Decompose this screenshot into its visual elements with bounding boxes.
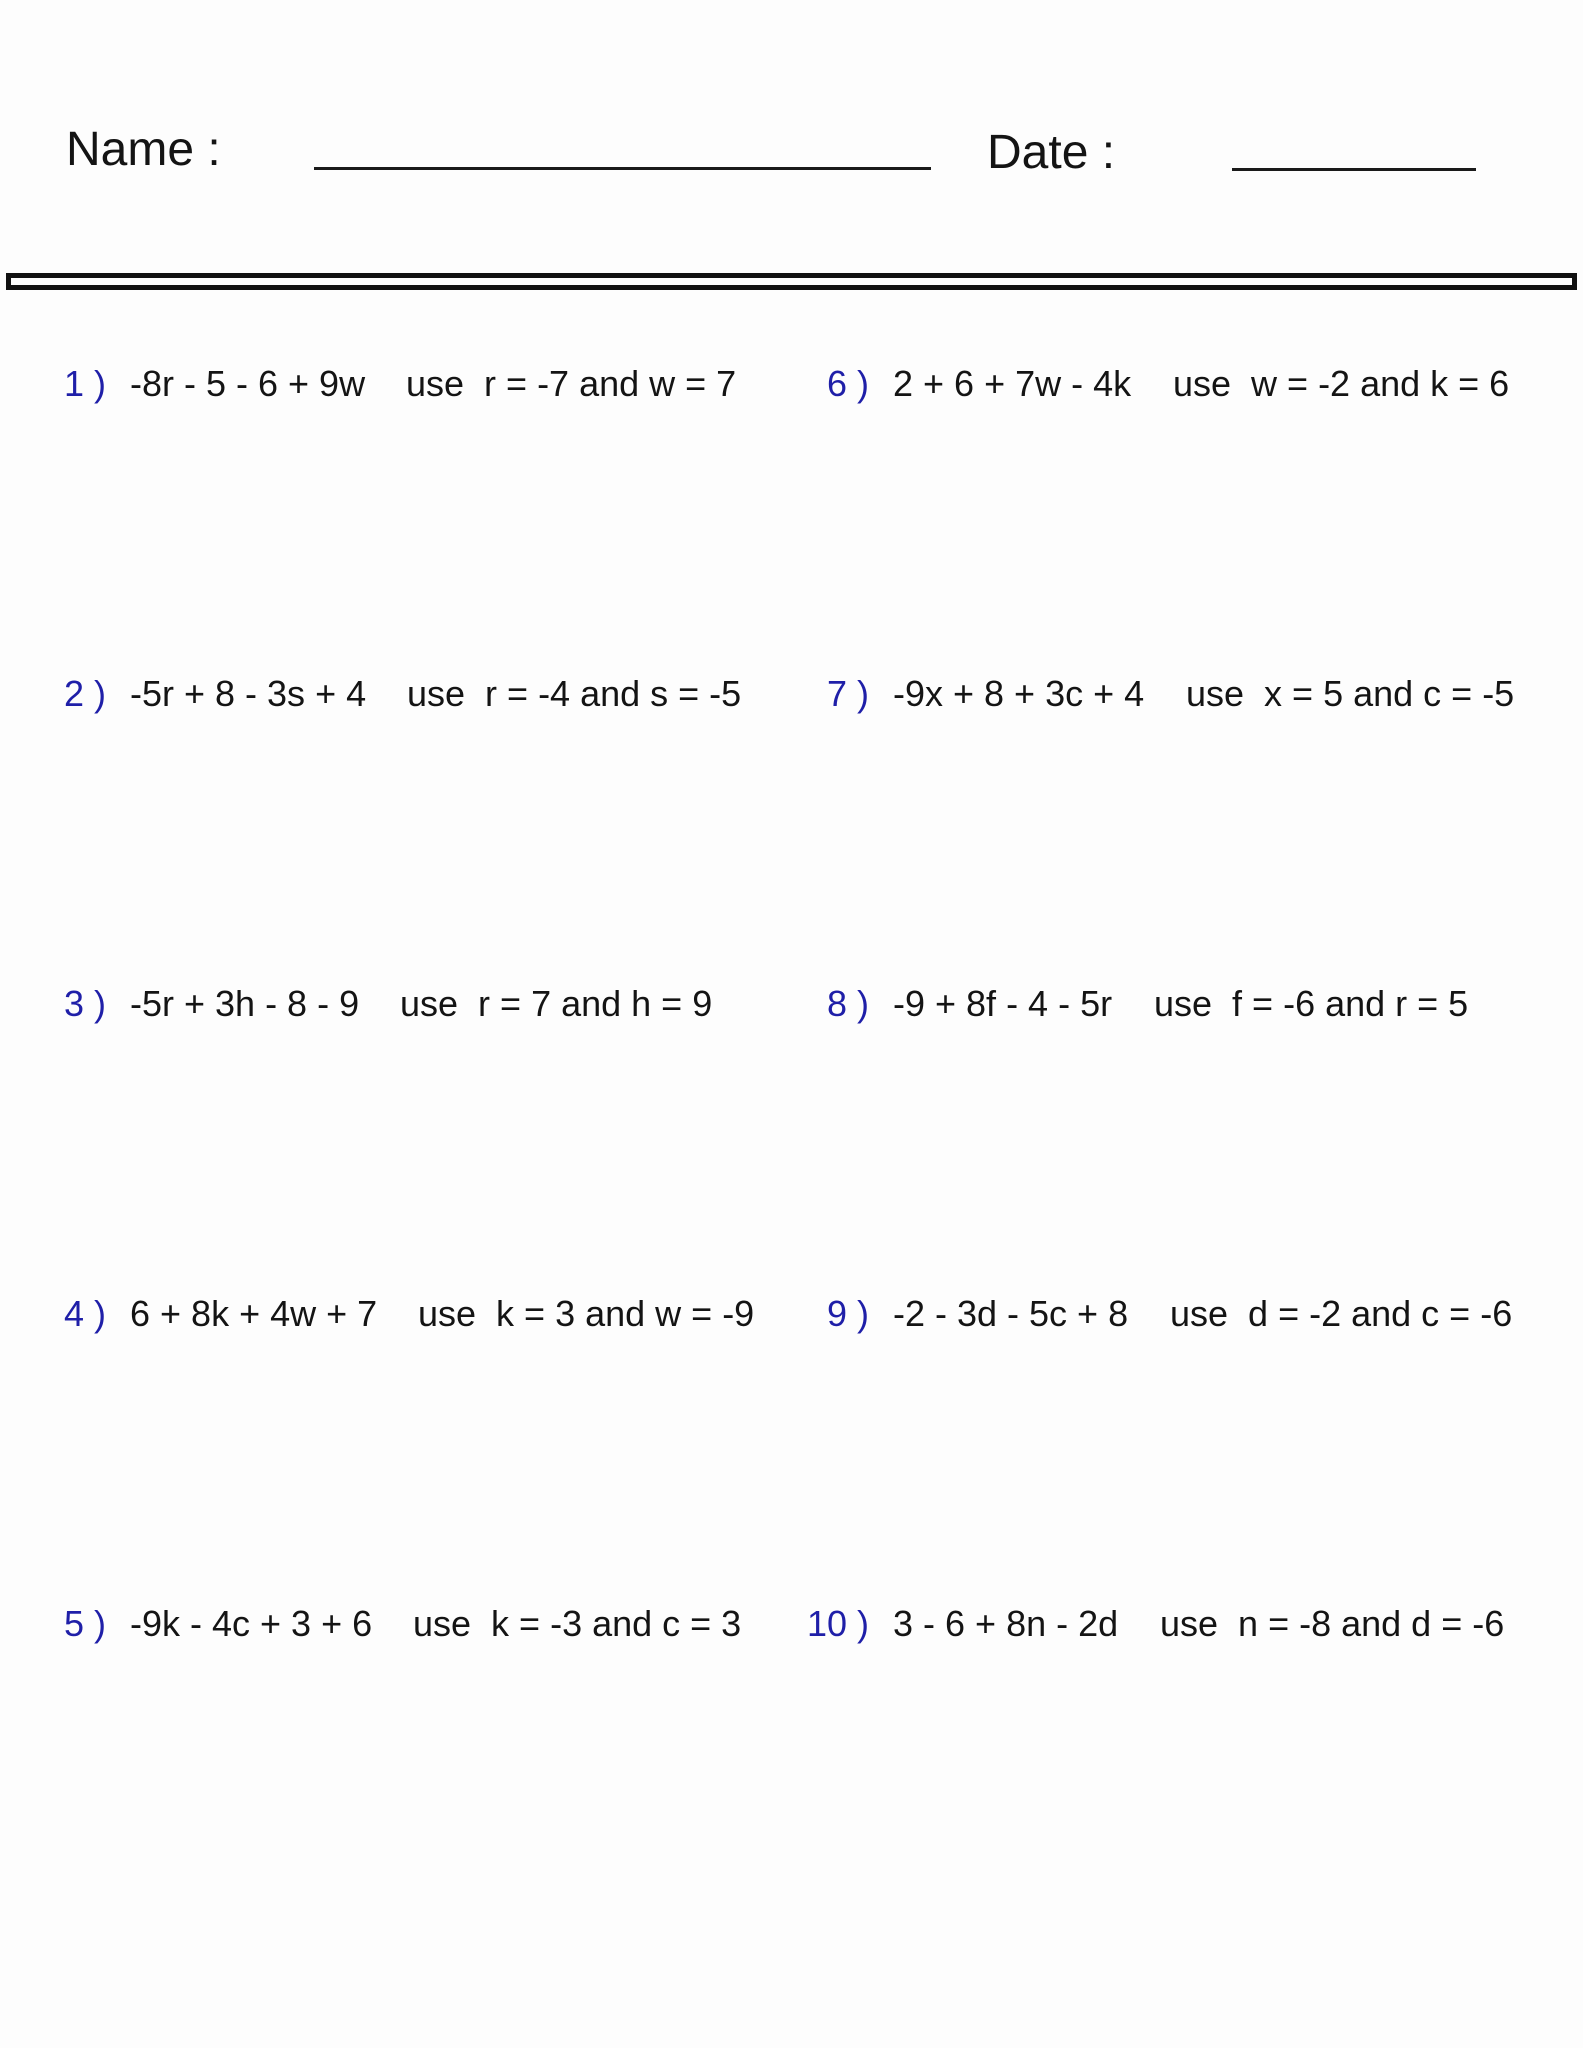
name-label: Name : <box>66 123 221 176</box>
problem-substitution: use x = 5 and c = -5 <box>1186 673 1515 714</box>
name-blank-line <box>314 167 931 170</box>
problem-expression: -9 + 8f - 4 - 5r <box>893 983 1113 1024</box>
problem-number: 2 ) <box>64 673 107 714</box>
problem-expression: -5r + 8 - 3s + 4 <box>130 673 367 714</box>
header-divider <box>6 273 1577 290</box>
problem-substitution: use f = -6 and r = 5 <box>1154 983 1469 1024</box>
problem-number: 3 ) <box>64 983 107 1024</box>
problem-expression: 2 + 6 + 7w - 4k <box>893 363 1132 404</box>
problem-expression: -5r + 3h - 8 - 9 <box>130 983 360 1024</box>
problem-substitution: use r = 7 and h = 9 <box>400 983 713 1024</box>
problem-expression: -9k - 4c + 3 + 6 <box>130 1603 373 1644</box>
problem-expression: 6 + 8k + 4w + 7 <box>130 1293 378 1334</box>
problem-substitution: use r = -7 and w = 7 <box>406 363 737 404</box>
problem-expression: -9x + 8 + 3c + 4 <box>893 673 1145 714</box>
problem-expression: -2 - 3d - 5c + 8 <box>893 1293 1129 1334</box>
problem-number: 8 ) <box>827 983 870 1024</box>
problem-substitution: use k = -3 and c = 3 <box>413 1603 742 1644</box>
problem-substitution: use r = -4 and s = -5 <box>407 673 742 714</box>
problem-number: 9 ) <box>827 1293 870 1334</box>
problem-substitution: use d = -2 and c = -6 <box>1170 1293 1513 1334</box>
problem-number: 1 ) <box>64 363 107 404</box>
problem-substitution: use n = -8 and d = -6 <box>1160 1603 1505 1644</box>
date-label: Date : <box>987 126 1116 179</box>
problem-expression: 3 - 6 + 8n - 2d <box>893 1603 1119 1644</box>
problem-number: 7 ) <box>827 673 870 714</box>
problem-substitution: use w = -2 and k = 6 <box>1173 363 1510 404</box>
problem-number: 4 ) <box>64 1293 107 1334</box>
problem-number: 5 ) <box>64 1603 107 1644</box>
problem-number: 10 ) <box>807 1603 870 1644</box>
problem-number: 6 ) <box>827 363 870 404</box>
problem-substitution: use k = 3 and w = -9 <box>418 1293 755 1334</box>
problem-expression: -8r - 5 - 6 + 9w <box>130 363 366 404</box>
date-blank-line <box>1232 168 1476 171</box>
